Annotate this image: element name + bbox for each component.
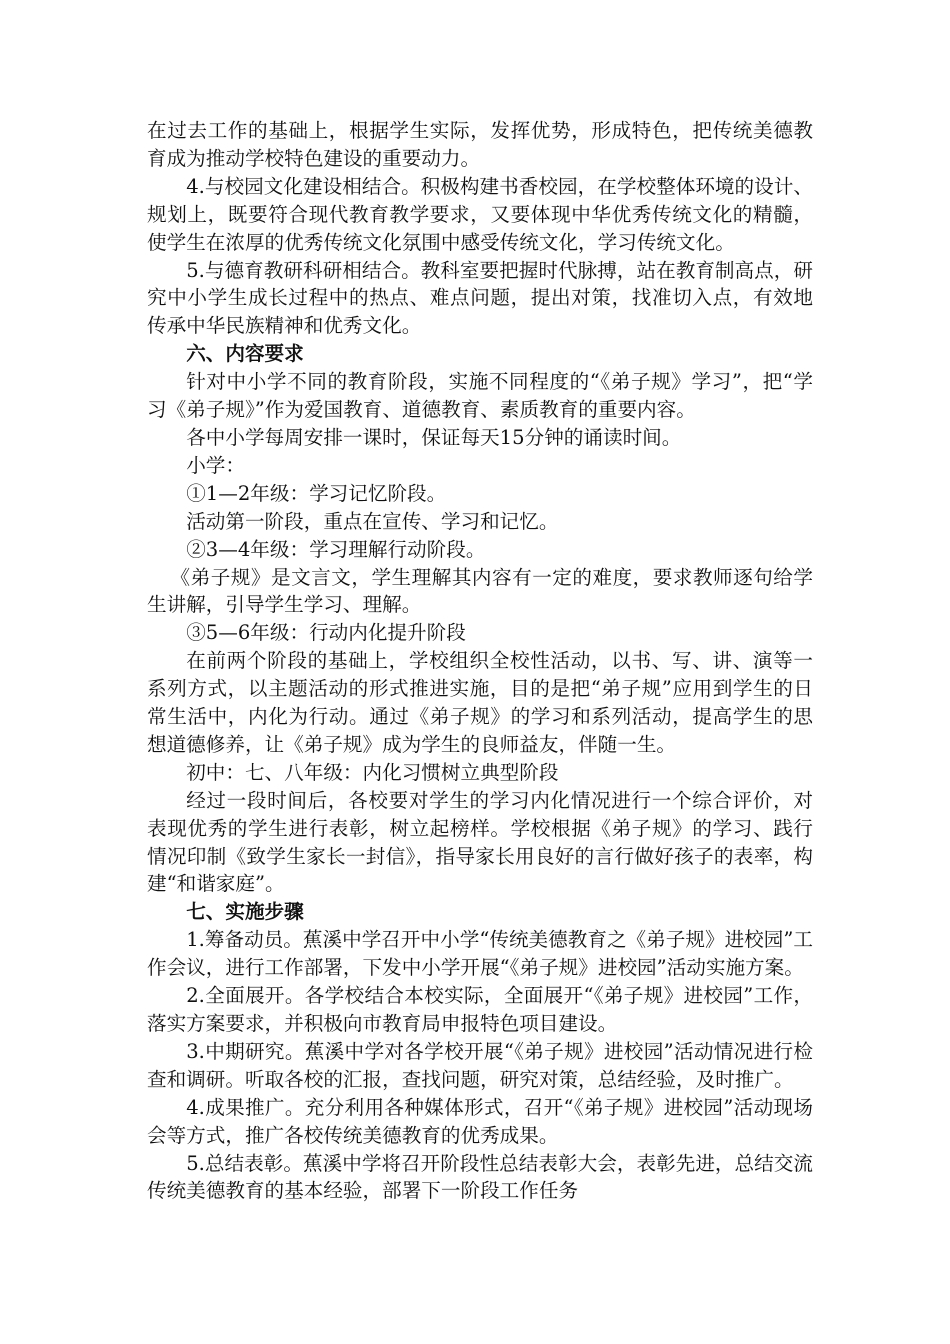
step-5: 5.总结表彰。蕉溪中学将召开阶段性总结表彰大会，表彰先进，总结交流传统美德教育的基本经验，部署下一阶段工作任务 <box>147 1151 813 1203</box>
paragraph-research: 5.与德育教研科研相结合。教科室要把握时代脉搏，站在教育制高点，研究中小学生成长过程中的热点、难点问题，提出对策，找准切入点，有效地传承中华民族精神和优秀文化。 <box>147 258 813 338</box>
paragraph-stages-intro: 针对中小学不同的教育阶段，实施不同程度的“《弟子规》学习”，把“学习《弟子规》”作为爱国教育、道德教育、素质教育的重要内容。 <box>147 370 813 422</box>
document-page <box>147 117 813 1205</box>
middle-school-title: 初中：七、八年级：内化习惯树立典型阶段 <box>186 760 559 784</box>
label-primary-school: 小学： <box>186 453 245 477</box>
stage-3-title: ③5—6年级：行动内化提升阶段 <box>186 621 466 645</box>
heading-implementation-steps: 七、实施步骤 <box>186 900 304 924</box>
step-3: 3.中期研究。蕉溪中学对各学校开展“《弟子规》进校园”活动情况进行检查和调研。听取各校的汇报，查找问题，研究对策，总结经验，及时推广。 <box>147 1039 813 1091</box>
step-1: 1.筹备动员。蕉溪中学召开中小学“传统美德教育之《弟子规》进校园”工作会议，进行工作部署，下发中小学开展“《弟子规》进校园”活动实施方案。 <box>147 928 813 980</box>
stage-2-title: ②3—4年级：学习理解行动阶段。 <box>186 537 486 561</box>
paragraph-campus-culture: 4.与校园文化建设相结合。积极构建书香校园，在学校整体环境的设计、规划上，既要符合现代教育教学要求，又要体现中华优秀传统文化的精髓，使学生在浓厚的优秀传统文化氛围中感受传统文化，学习传统文化。 <box>147 174 813 254</box>
step-4: 4.成果推广。充分利用各种媒体形式，召开“《弟子规》进校园”活动现场会等方式，推广各校传统美德教育的优秀成果。 <box>147 1095 813 1147</box>
stage-1-text: 活动第一阶段，重点在宣传、学习和记忆。 <box>186 509 559 533</box>
stage-2-text: 《弟子规》是文言文，学生理解其内容有一定的难度，要求教师逐句给学生讲解，引导学生学习、理解。 <box>147 565 813 617</box>
stage-1-title: ①1—2年级：学习记忆阶段。 <box>186 481 447 505</box>
heading-content-requirements: 六、内容要求 <box>186 342 304 366</box>
paragraph-schedule: 各中小学每周安排一课时，保证每天15分钟的诵读时间。 <box>186 425 682 449</box>
stage-3-text: 在前两个阶段的基础上，学校组织全校性活动，以书、写、讲、演等一系列方式，以主题活动的形式推进实施，目的是把“弟子规”应用到学生的日常生活中，内化为行动。通过《弟子规》的学习和系列活动，提高学生的思想道德修养，让《弟子规》成为学生的良师益友，伴随一生。 <box>147 649 813 756</box>
paragraph-continuation: 在过去工作的基础上，根据学生实际，发挥优势，形成特色，把传统美德教育成为推动学校特色建设的重要动力。 <box>147 119 813 170</box>
step-2: 2.全面展开。各学校结合本校实际，全面展开“《弟子规》进校园”工作，落实方案要求，并积极向市教育局申报特色项目建设。 <box>147 984 813 1035</box>
middle-school-text: 经过一段时间后，各校要对学生的学习内化情况进行一个综合评价，对表现优秀的学生进行表彰，树立起榜样。学校根据《弟子规》的学习、践行情况印制《致学生家长一封信》，指导家长用良好的言行做好孩子的表率，构建“和谐家庭”。 <box>147 788 813 896</box>
